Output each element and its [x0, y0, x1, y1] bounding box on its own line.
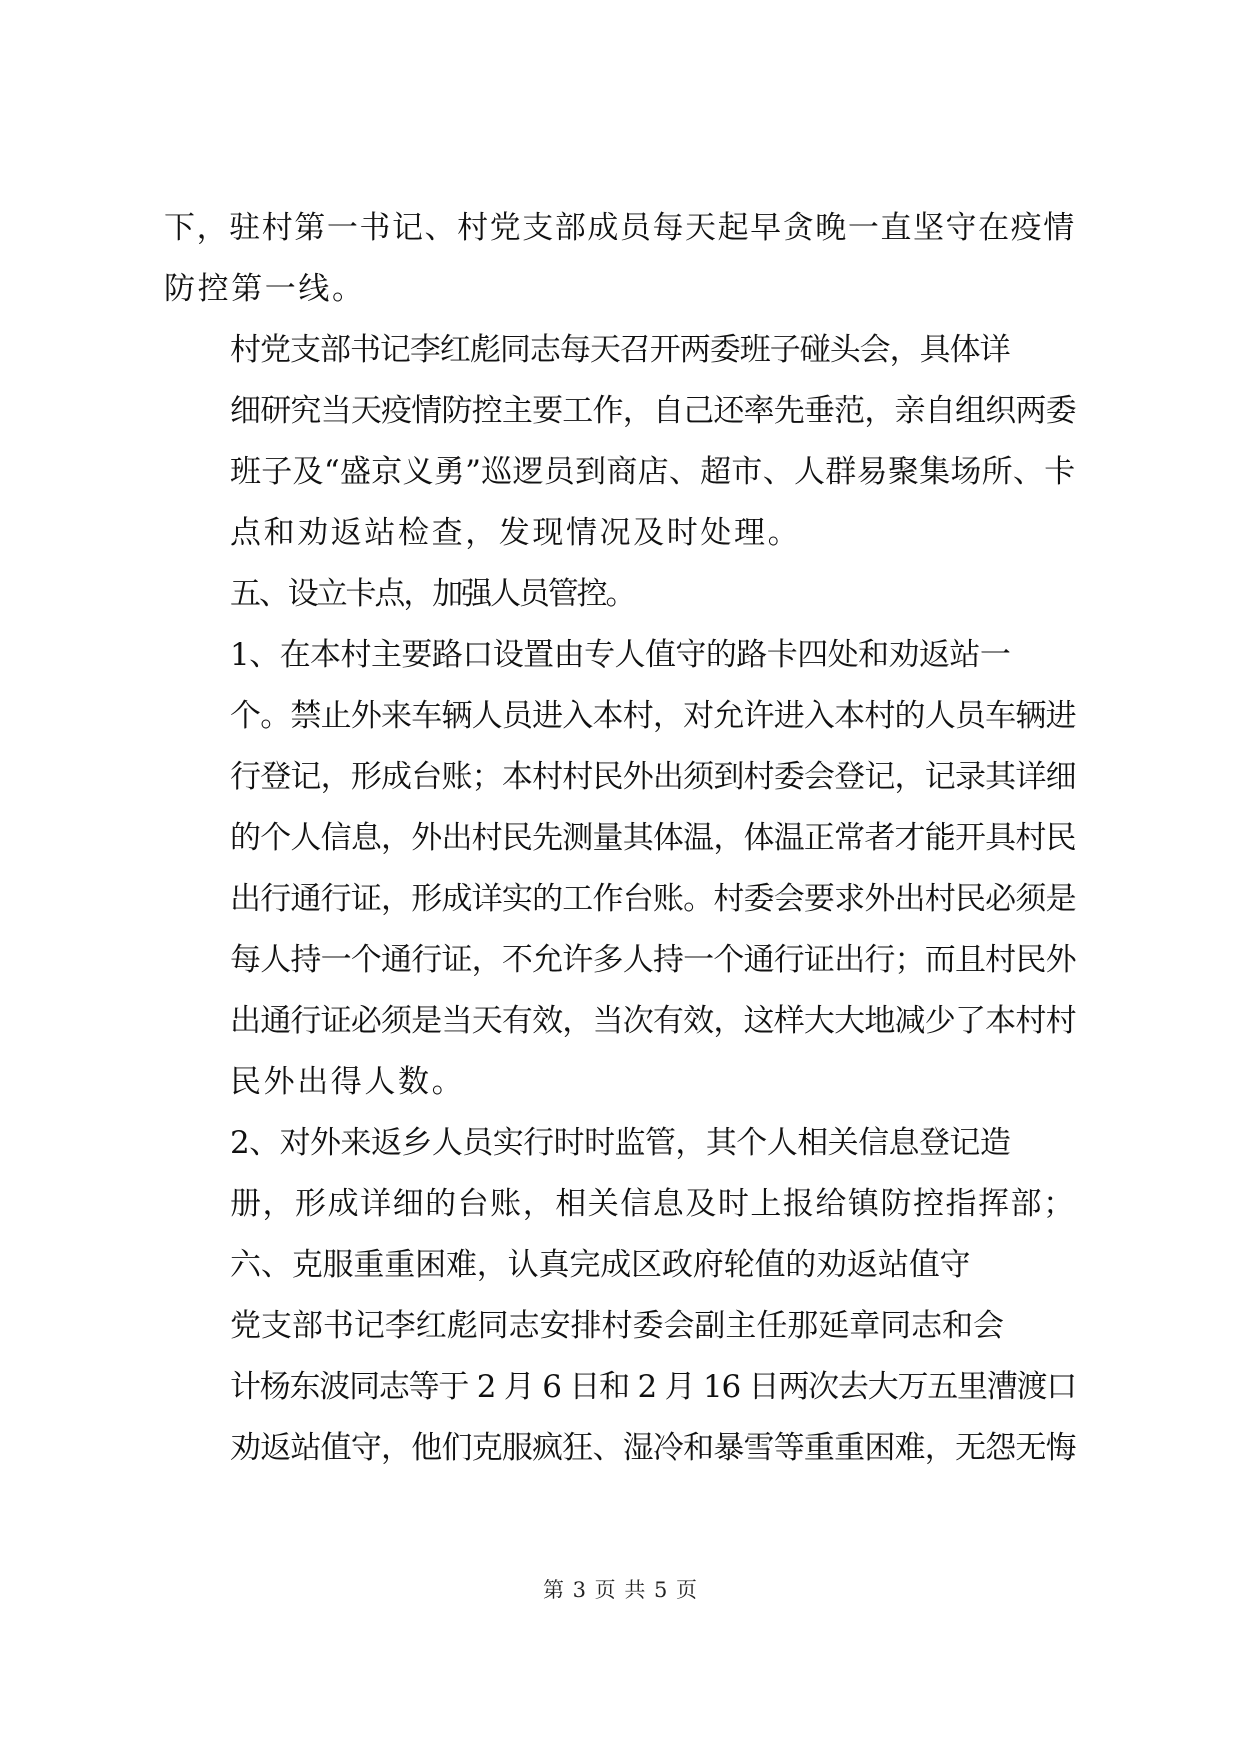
text-line: 计杨东波同志等于 2 月 6 日和 2 月 16 日两次去大万五里漕渡口 — [230, 1369, 1077, 1405]
paragraph — [164, 198, 1076, 320]
text-line: 劝返站值守，他们克服疯狂、湿冷和暴雪等重重困难，无怨无悔 — [230, 1430, 1076, 1466]
paragraph — [164, 1235, 1076, 1296]
text-line: 出通行证必须是当天有效，当次有效，这样大大地减少了本村村 — [230, 1003, 1076, 1039]
text-line: 六、克服重重困难，认真完成区政府轮值的劝返站值守 — [230, 1247, 971, 1283]
text-line: 防控第一线。 — [164, 271, 366, 307]
paragraph — [164, 320, 1076, 564]
text-line: 村党支部书记李红彪同志每天召开两委班子碰头会，具体详 — [230, 332, 1010, 368]
paragraph — [164, 564, 1076, 625]
text-line: 出行通行证，形成详实的工作台账。村委会要求外出村民必须是 — [230, 881, 1076, 917]
text-line: 个。禁止外来车辆人员进入本村，对允许进入本村的人员车辆进 — [230, 698, 1076, 734]
text-line: 五、设立卡点，加强人员管控。 — [230, 576, 635, 612]
text-line: 民外出得人数。 — [230, 1064, 466, 1100]
text-line: 下，驻村第一书记、村党支部成员每天起早贪晚一直坚守在疫情 — [164, 210, 1076, 246]
paragraph — [164, 1296, 1076, 1479]
paragraph — [164, 625, 1076, 1113]
document-body — [164, 198, 1076, 1479]
text-line: 行登记，形成台账；本村村民外出须到村委会登记，记录其详细 — [230, 759, 1076, 795]
text-line: 班子及“盛京义勇”巡逻员到商店、超市、人群易聚集场所、卡 — [230, 454, 1076, 490]
text-line: 2、对外来返乡人员实行时时监管，其个人相关信息登记造 — [230, 1125, 1011, 1161]
text-line: 党支部书记李红彪同志安排村委会副主任那延章同志和会 — [230, 1308, 1004, 1344]
text-line: 细研究当天疫情防控主要工作，自己还率先垂范，亲自组织两委 — [230, 393, 1076, 429]
text-line: 的个人信息，外出村民先测量其体温，体温正常者才能开具村民 — [230, 820, 1076, 856]
text-line: 1、在本村主要路口设置由专人值守的路卡四处和劝返站一 — [230, 637, 1011, 673]
text-line: 册，形成详细的台账，相关信息及时上报给镇防控指挥部； — [230, 1186, 1076, 1222]
text-line: 点和劝返站检查，发现情况及时处理。 — [230, 515, 802, 551]
page-footer: 第 3 页 共 5 页 — [542, 1578, 699, 1602]
text-line: 每人持一个通行证，不允许多人持一个通行证出行；而且村民外 — [230, 942, 1076, 978]
paragraph — [164, 1113, 1076, 1235]
